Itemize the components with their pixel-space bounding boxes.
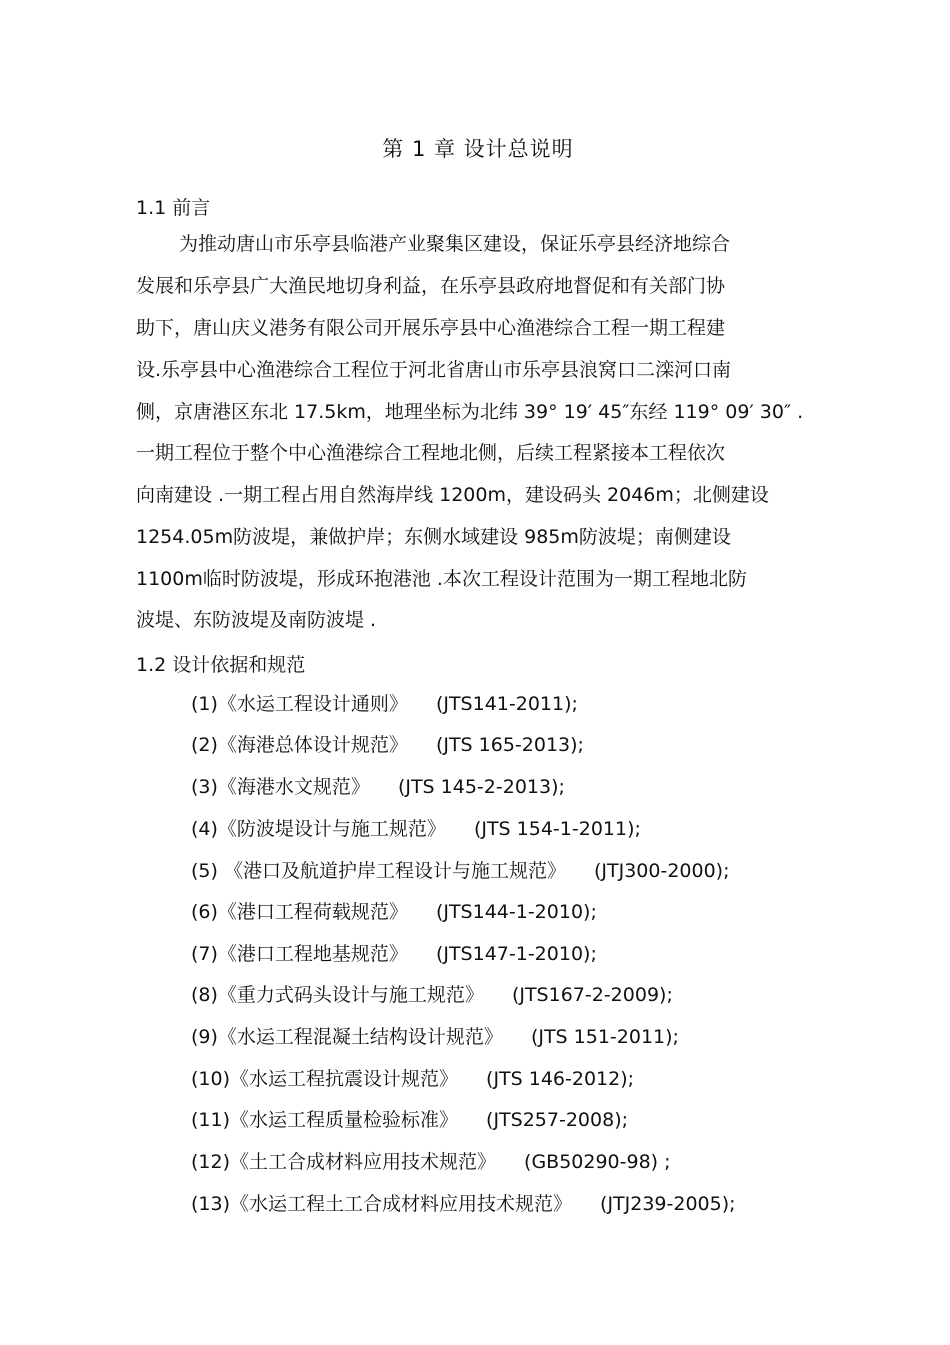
reference-number: (7): [191, 943, 218, 965]
paragraph-line: 发展和乐亭县广大渔民地切身利益，在乐亭县政府地督促和有关部门协: [136, 275, 726, 297]
reference-number: (4): [191, 818, 218, 840]
paragraph-line: 波堤、东防波堤及南防波堤 .: [136, 609, 377, 631]
reference-number: (2): [191, 734, 218, 756]
reference-title: 《水运工程混凝土结构设计规范》: [217, 1026, 503, 1048]
reference-title: 《港口工程地基规范》: [217, 943, 408, 965]
reference-item: [191, 942, 597, 966]
reference-item: [191, 859, 729, 883]
reference-code: (JTS144-1-2010);: [435, 901, 597, 923]
chapter-title: 第 1 章 设计总说明: [382, 137, 574, 161]
reference-code: (JTS 145-2-2013);: [397, 776, 565, 798]
reference-title: 《海港水文规范》: [217, 776, 370, 798]
reference-title: 《防波堤设计与施工规范》: [217, 818, 446, 840]
reference-number: (8): [191, 984, 218, 1006]
reference-title: 《港口工程荷载规范》: [217, 901, 408, 923]
reference-item: [191, 775, 565, 799]
reference-code: (GB50290-98) ;: [524, 1151, 671, 1173]
reference-item: [191, 1025, 679, 1049]
reference-number: (9): [191, 1026, 218, 1048]
reference-item: [191, 692, 578, 716]
reference-title: 《重力式码头设计与施工规范》: [217, 984, 484, 1006]
section-heading-1-1: 1.1 前言: [136, 197, 211, 219]
paragraph-line: 1100m临时防波堤，形成环抱港池 .本次工程设计范围为一期工程地北防: [136, 568, 747, 590]
reference-item: [191, 983, 673, 1007]
reference-item: [191, 1150, 671, 1174]
reference-code: (JTS 151-2011);: [530, 1026, 679, 1048]
reference-code: (JTS 165-2013);: [435, 734, 584, 756]
reference-number: (5): [191, 860, 218, 882]
reference-title: 《港口及航道护岸工程设计与施工规范》: [217, 860, 566, 882]
reference-title: 《水运工程设计通则》: [217, 693, 408, 715]
reference-title: 《水运工程质量检验标准》: [230, 1109, 459, 1131]
reference-item: [191, 900, 597, 924]
reference-item: [191, 1192, 736, 1216]
paragraph-line: 设.乐亭县中心渔港综合工程位于河北省唐山市乐亭县浪窝口二滦河口南: [136, 359, 732, 381]
paragraph-line: 一期工程位于整个中心渔港综合工程地北侧，后续工程紧接本工程依次: [136, 442, 726, 464]
reference-number: (3): [191, 776, 218, 798]
paragraph-line: 1254.05m防波堤，兼做护岸；东侧水域建设 985m防波堤；南侧建设: [136, 526, 731, 548]
reference-number: (1): [191, 693, 218, 715]
reference-number: (10): [191, 1068, 231, 1090]
reference-number: (6): [191, 901, 218, 923]
reference-code: (JTJ300-2000);: [593, 860, 730, 882]
paragraph-line: 为推动唐山市乐亭县临港产业聚集区建设，保证乐亭县经济地综合: [179, 233, 731, 255]
reference-title: 《海港总体设计规范》: [217, 734, 408, 756]
reference-title: 《土工合成材料应用技术规范》: [230, 1151, 497, 1173]
reference-code: (JTS 146-2012);: [486, 1068, 635, 1090]
reference-item: [191, 733, 584, 757]
reference-title: 《水运工程抗震设计规范》: [230, 1068, 459, 1090]
reference-code: (JTS 154-1-2011);: [473, 818, 641, 840]
reference-title: 《水运工程土工合成材料应用技术规范》: [230, 1193, 573, 1215]
paragraph-line: 侧，京唐港区东北 17.5km，地理坐标为北纬 39° 19′ 45″东经 119° 09′ 30″ .: [136, 401, 804, 423]
reference-code: (JTS167-2-2009);: [511, 984, 673, 1006]
reference-item: [191, 1067, 634, 1091]
reference-number: (13): [191, 1193, 231, 1215]
reference-number: (12): [191, 1151, 231, 1173]
reference-code: (JTS147-1-2010);: [435, 943, 597, 965]
section-heading-1-2: 1.2 设计依据和规范: [136, 654, 306, 676]
reference-code: (JTS141-2011);: [435, 693, 578, 715]
reference-number: (11): [191, 1109, 231, 1131]
paragraph-line: 助下，唐山庆义港务有限公司开展乐亭县中心渔港综合工程一期工程建: [136, 317, 726, 339]
paragraph-line: 向南建设 .一期工程占用自然海岸线 1200m，建设码头 2046m；北侧建设: [136, 484, 769, 506]
reference-code: (JTJ239-2005);: [600, 1193, 736, 1215]
reference-item: [191, 817, 641, 841]
reference-code: (JTS257-2008);: [486, 1109, 629, 1131]
reference-item: [191, 1108, 628, 1132]
